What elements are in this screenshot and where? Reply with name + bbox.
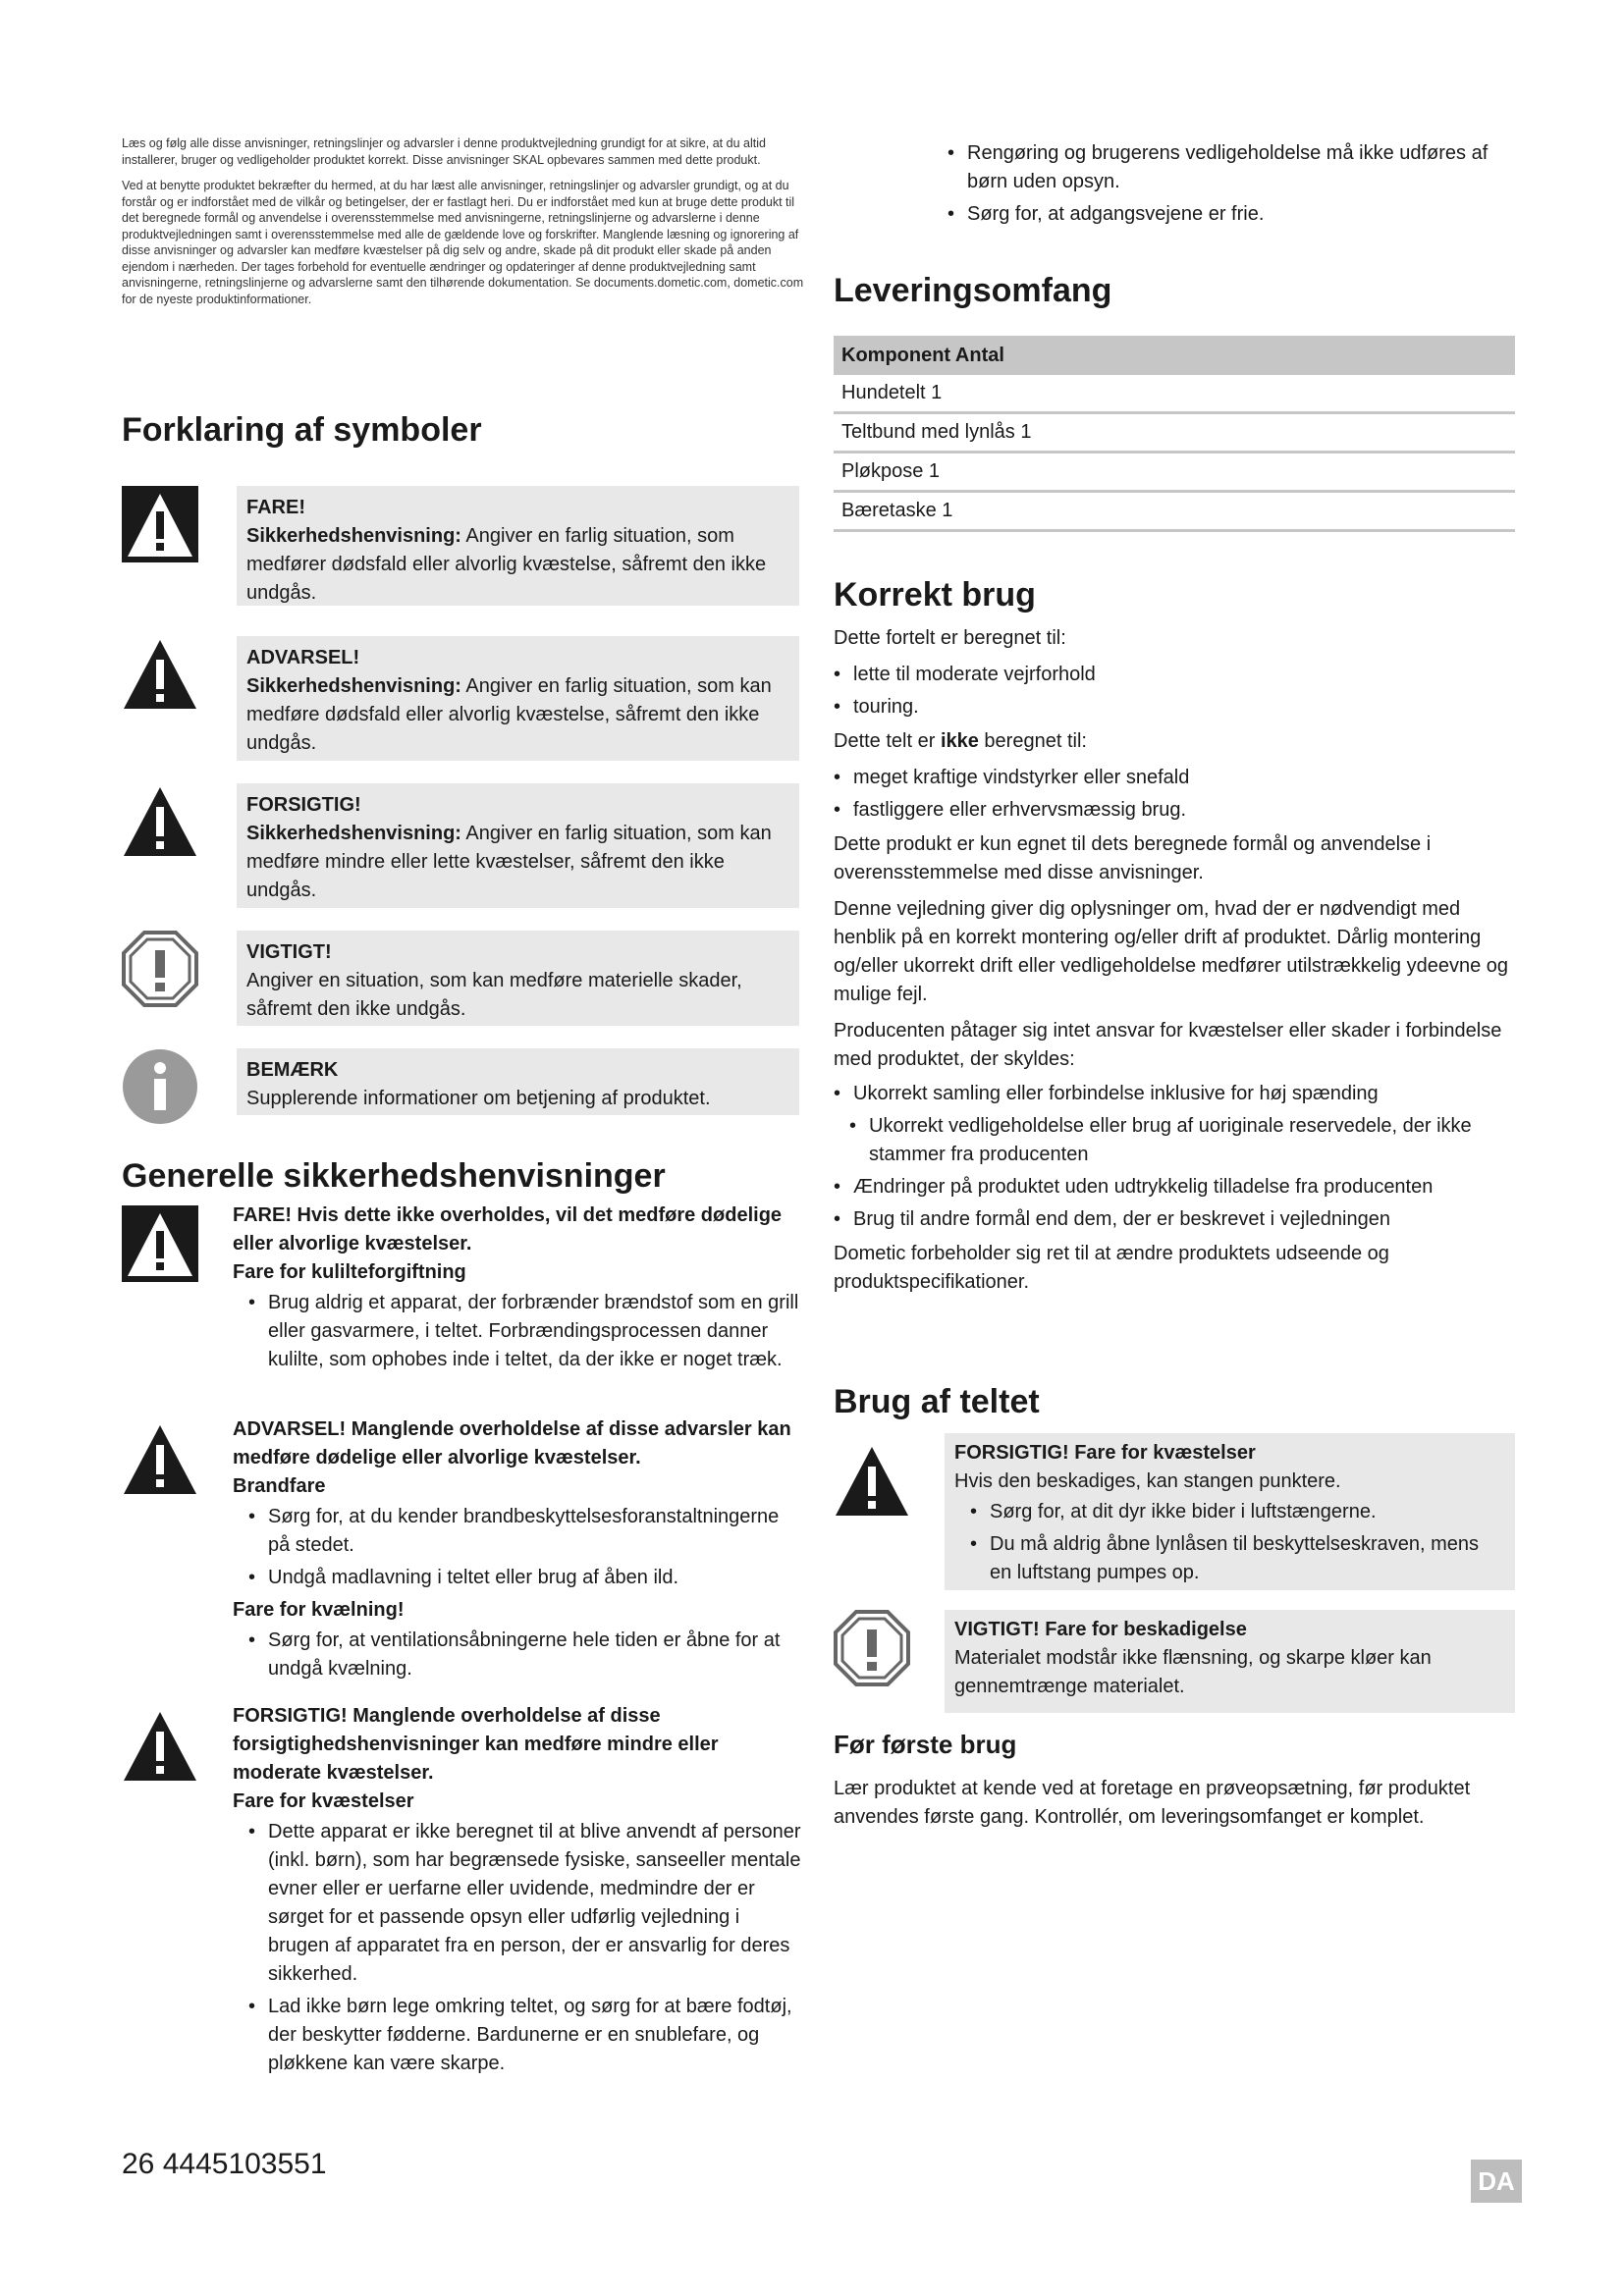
warning-label: Sikkerhedshenvisning: [246, 675, 461, 697]
general-warning-block [233, 1415, 802, 1687]
notice-octagon-icon [122, 931, 198, 1007]
list-item: • Ændringer på produktet uden udtrykkelig tilladelse fra producenten [834, 1173, 1521, 1201]
right-top-bullets [932, 137, 1521, 233]
list-item: • Sørg for, at dit dyr ikke bider i luftstængerne. [954, 1498, 1505, 1526]
general-danger-title: FARE! Hvis dette ikke overholdes, vil det medføre dødelige eller alvorlige kvæstelser. [233, 1204, 783, 1255]
danger-box [237, 486, 799, 606]
first-use-heading: Før første brug [834, 1730, 1017, 1759]
general-caution-block [233, 1702, 802, 2082]
intro-text [122, 135, 805, 307]
caution-icon [122, 1708, 198, 1785]
emphasis-ikke: ikke [940, 730, 979, 752]
notice-box [237, 931, 799, 1026]
text-part: beregnet til: [978, 730, 1087, 752]
list-item: • Undgå madlavning i teltet eller brug af åben ild. [233, 1564, 802, 1592]
info-box [237, 1048, 799, 1115]
table-cell: Hundetelt 1 [834, 375, 1515, 413]
tent-caution-text: Hvis den beskadiges, kan stangen punktere. [954, 1470, 1341, 1492]
tent-notice-text: Materialet modstår ikke flænsning, og skarpe kløer kan gennemtrænge materialet. [954, 1647, 1432, 1697]
correct-use-p5: Producenten påtager sig intet ansvar for kvæstelser eller skader i forbindelse med produktet, der skyldes: [834, 1020, 1502, 1070]
list-item: • Dette apparat er ikke beregnet til at blive anvendt af personer (inkl. børn), som har begrænsede fysiske, sanseeller mentale evner eller er uerfarne eller uvidende, medmindre der er sørget for et passende opsyn eller udførlig vejledning i brugen af apparatet fra en person, der er ansvarlig for deres sikkerhed. [233, 1818, 802, 1989]
scope-table-wrap [834, 336, 1515, 532]
warning-box [237, 636, 799, 761]
symbols-heading: Forklaring af symboler [122, 411, 482, 449]
correct-use-p4: Denne vejledning giver dig oplysninger om, hvad der er nødvendigt med henblik på en korrekt montering og/eller drift af produktet. Dårlig montering og/eller ukorrekt drift eller vedligeholdelse medfører utilstrækkelig ydeevne og mulige fejl. [834, 898, 1508, 1005]
tent-caution-box [945, 1433, 1515, 1590]
warning-icon [122, 636, 198, 713]
table-row [834, 492, 1515, 531]
caution-box [237, 783, 799, 908]
list-item: • Lad ikke børn lege omkring teltet, og sørg for at bære fodtøj, der beskytter fødderne. Bardunerne er en snublefare, og pløkkene kan være skarpe. [233, 1993, 802, 2078]
list-item: • Du må aldrig åbne lynlåsen til beskyttelseskraven, mens en luftstang pumpes op. [954, 1530, 1505, 1587]
list-item: • meget kraftige vindstyrker eller snefald [834, 764, 1521, 792]
table-row [834, 375, 1515, 413]
caution-title: FORSIGTIG! [246, 794, 361, 816]
list-item: • lette til moderate vejrforhold [834, 661, 1521, 689]
correct-use-p6: Dometic forbeholder sig ret til at ændre produktets udseende og produktspecifikationer. [834, 1243, 1389, 1293]
general-warning-subtitle-fire: Brandfare [233, 1475, 326, 1497]
scope-heading: Leveringsomfang [834, 272, 1112, 309]
correct-use-body [834, 624, 1521, 1297]
warning-title: ADVARSEL! [246, 647, 360, 668]
notice-text: Angiver en situation, som kan medføre materielle skader, såfremt den ikke undgås. [246, 970, 742, 1020]
caution-icon [834, 1443, 910, 1520]
danger-icon [122, 1205, 198, 1282]
info-title: BEMÆRK [246, 1059, 339, 1081]
general-warning-title: ADVARSEL! Manglende overholdelse af disse advarsler kan medføre dødelige eller alvorlige kvæstelser. [233, 1418, 791, 1468]
info-text: Supplerende informationer om betjening af produktet. [246, 1088, 711, 1109]
tent-caution-title: FORSIGTIG! Fare for kvæstelser [954, 1442, 1256, 1464]
first-use-text: Lær produktet at kende ved at foretage en prøveopsætning, før produktet anvendes første gang. Kontrollér, om leveringsomfanget er komplet. [834, 1778, 1471, 1828]
list-item: • Sørg for, at ventilationsåbningerne hele tiden er åbne for at undgå kvælning. [233, 1627, 802, 1683]
list-item: • Ukorrekt vedligeholdelse eller brug af uoriginale reservedele, der ikke stammer fra producenten [834, 1112, 1521, 1169]
correct-use-heading: Korrekt brug [834, 576, 1036, 614]
general-danger-block [233, 1201, 802, 1378]
warning-text: Angiver en farlig situation, som kan medføre dødsfald eller alvorlig kvæstelse, såfremt den ikke undgås. [246, 675, 772, 754]
notice-title: VIGTIGT! [246, 941, 332, 963]
danger-title: FARE! [246, 497, 305, 518]
tent-notice-box [945, 1610, 1515, 1713]
list-item: • fastliggere eller erhvervsmæssig brug. [834, 796, 1521, 825]
general-warning-subtitle-suffocation: Fare for kvælning! [233, 1599, 405, 1621]
tent-notice-title: VIGTIGT! Fare for beskadigelse [954, 1619, 1247, 1640]
general-caution-subtitle: Fare for kvæstelser [233, 1790, 414, 1812]
table-row [834, 413, 1515, 453]
intro-paragraph-2: Ved at benytte produktet bekræfter du hermed, at du har læst alle anvisninger, retningslinjer og advarsler grundigt, og at du forstår og er indforstået med de vilkår og betingelser, der er fastlagt heri. Du er indforstået med kun at bruge dette produkt til det beregnede formål og anvendelse i overensstemmelse med anvisningerne, retningslinjerne og advarslerne i denne produktvejledningen samt i overensstemmelse med alle de gældende love og forskrifter. Manglende læsning og ignorering af disse anvisninger og advarsler kan medføre kvæstelser på dig selv og andre, skade på dit produkt eller skade på anden ejendom i nærheden. Der tages forbehold for eventuelle ændringer og opdateringer af denne produktvejledning samt anvisningerne, retningslinjerne og advarslerne samt den tilhørende dokumentation. Se documents.dometic.com, dometic.com for de nyeste produktinformationer. [122, 179, 804, 306]
table-cell: Bæretaske 1 [834, 492, 1515, 531]
list-item: • Brug aldrig et apparat, der forbrænder brændstof som en grill eller gasvarmere, i teltet. Forbrændingsprocessen danner kulilte, som ophobes inde i teltet, da der ikke er noget træk. [233, 1289, 802, 1374]
table-cell: Teltbund med lynlås 1 [834, 413, 1515, 453]
caution-icon [122, 783, 198, 860]
info-icon [122, 1048, 198, 1125]
danger-icon [122, 486, 198, 562]
general-caution-title: FORSIGTIG! Manglende overholdelse af disse forsigtighedshenvisninger kan medføre mindre eller moderate kvæstelser. [233, 1705, 719, 1784]
notice-octagon-icon [834, 1610, 910, 1686]
general-danger-subtitle: Fare for kulilteforgiftning [233, 1261, 466, 1283]
text-part: Dette telt er [834, 730, 941, 752]
language-badge: DA [1471, 2160, 1522, 2203]
general-safety-heading: Generelle sikkerhedshenvisninger [122, 1157, 666, 1195]
table-cell: Pløkpose 1 [834, 453, 1515, 492]
caution-text: Angiver en farlig situation, som kan medføre mindre eller lette kvæstelser, såfremt den ikke undgås. [246, 823, 772, 901]
list-item: • Sørg for, at du kender brandbeskyttelsesforanstaltningerne på stedet. [233, 1503, 802, 1560]
list-item: • Sørg for, at adgangsvejene er frie. [932, 200, 1521, 229]
tent-use-heading: Brug af teltet [834, 1383, 1040, 1420]
warning-icon [122, 1421, 198, 1498]
page-number: 26 4445103551 [122, 2148, 327, 2180]
scope-table [834, 336, 1515, 532]
list-item: • Ukorrekt samling eller forbindelse inklusive for høj spænding [834, 1080, 1521, 1108]
left-column [122, 135, 805, 317]
list-item: • Rengøring og brugerens vedligeholdelse må ikke udføres af børn uden opsyn. [932, 139, 1521, 196]
intro-paragraph-1: Læs og følg alle disse anvisninger, retningslinjer og advarsler i denne produktvejledning grundigt for at sikre, at du altid installerer, bruger og vedligeholder produktet korrekt. Disse anvisninger SKAL opbevares sammen med dette produkt. [122, 136, 766, 167]
correct-use-not-intended [834, 727, 1521, 756]
list-item: • touring. [834, 693, 1521, 721]
table-row [834, 453, 1515, 492]
scope-table-header: Komponent Antal [834, 336, 1515, 375]
danger-text: Angiver en farlig situation, som medfører dødsfald eller alvorlig kvæstelse, såfremt den ikke undgås. [246, 525, 767, 604]
correct-use-p3: Dette produkt er kun egnet til dets beregnede formål og anvendelse i overensstemmelse med disse anvisninger. [834, 833, 1432, 883]
caution-label: Sikkerhedshenvisning: [246, 823, 461, 844]
list-item: • Brug til andre formål end dem, der er beskrevet i vejledningen [834, 1205, 1521, 1234]
correct-use-intro: Dette fortelt er beregnet til: [834, 627, 1066, 649]
danger-label: Sikkerhedshenvisning: [246, 525, 461, 547]
